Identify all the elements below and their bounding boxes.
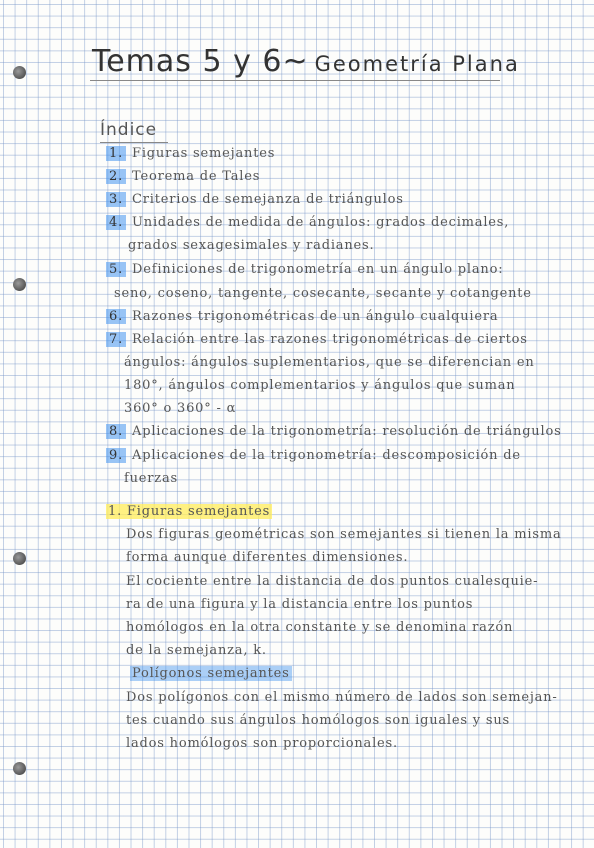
index-item: 7. Relación entre las razones trigonométricas de ciertos [106,332,528,348]
binder-hole-icon [13,278,26,291]
paragraph-line: Dos polígonos con el mismo número de lados son semejan- [126,690,558,705]
page-title [92,44,520,79]
index-item-continuation: ángulos: ángulos suplementarios, que se diferencian en [124,355,535,370]
index-item: 9. Aplicaciones de la trigonometría: descomposición de [106,448,521,464]
title-underline [90,80,500,81]
title-main: Temas 5 y 6~ [92,44,309,79]
paragraph-line: forma aunque diferentes dimensiones. [126,550,409,565]
paragraph-line: El cociente entre la distancia de dos puntos cualesquie- [126,574,539,589]
index-item-continuation: grados sexagesimales y radianes. [128,238,375,253]
paragraph-line: Dos figuras geométricas son semejantes si tienen la misma [126,527,562,542]
index-item-continuation: fuerzas [124,471,178,486]
index-heading-underline [100,142,168,143]
index-item: 2. Teorema de Tales [106,169,260,185]
binder-hole-icon [13,762,26,775]
index-heading: Índice [100,120,158,140]
index-item: 3. Criterios de semejanza de triángulos [106,192,404,208]
index-item: 4. Unidades de medida de ángulos: grados decimales, [106,215,509,231]
paragraph-line: ra de una figura y la distancia entre los puntos [126,597,474,612]
paragraph-line: tes cuando sus ángulos homólogos son iguales y sus [126,713,510,728]
index-item: 8. Aplicaciones de la trigonometría: resolución de triángulos [106,424,562,440]
index-item-continuation: 180°, ángulos complementarios y ángulos que suman [124,378,516,393]
subheading: Polígonos semejantes [132,666,290,681]
index-item-continuation: seno, coseno, tangente, cosecante, secante y cotangente [114,286,532,301]
binder-hole-icon [13,66,26,79]
paragraph-line: de la semejanza, k. [126,643,267,658]
section-heading: 1. Figuras semejantes [108,504,271,519]
title-subtitle: Geometría Plana [314,52,520,76]
binder-hole-icon [13,552,26,565]
index-item: 6. Razones trigonométricas de un ángulo cualquiera [106,309,498,325]
index-item-continuation: 360° o 360° - α [124,401,237,416]
index-item: 5. Definiciones de trigonometría en un ángulo plano: [106,262,503,278]
paragraph-line: homólogos en la otra constante y se denomina razón [126,620,514,635]
paragraph-line: lados homólogos son proporcionales. [126,736,398,751]
index-item: 1. Figuras semejantes [106,146,275,162]
